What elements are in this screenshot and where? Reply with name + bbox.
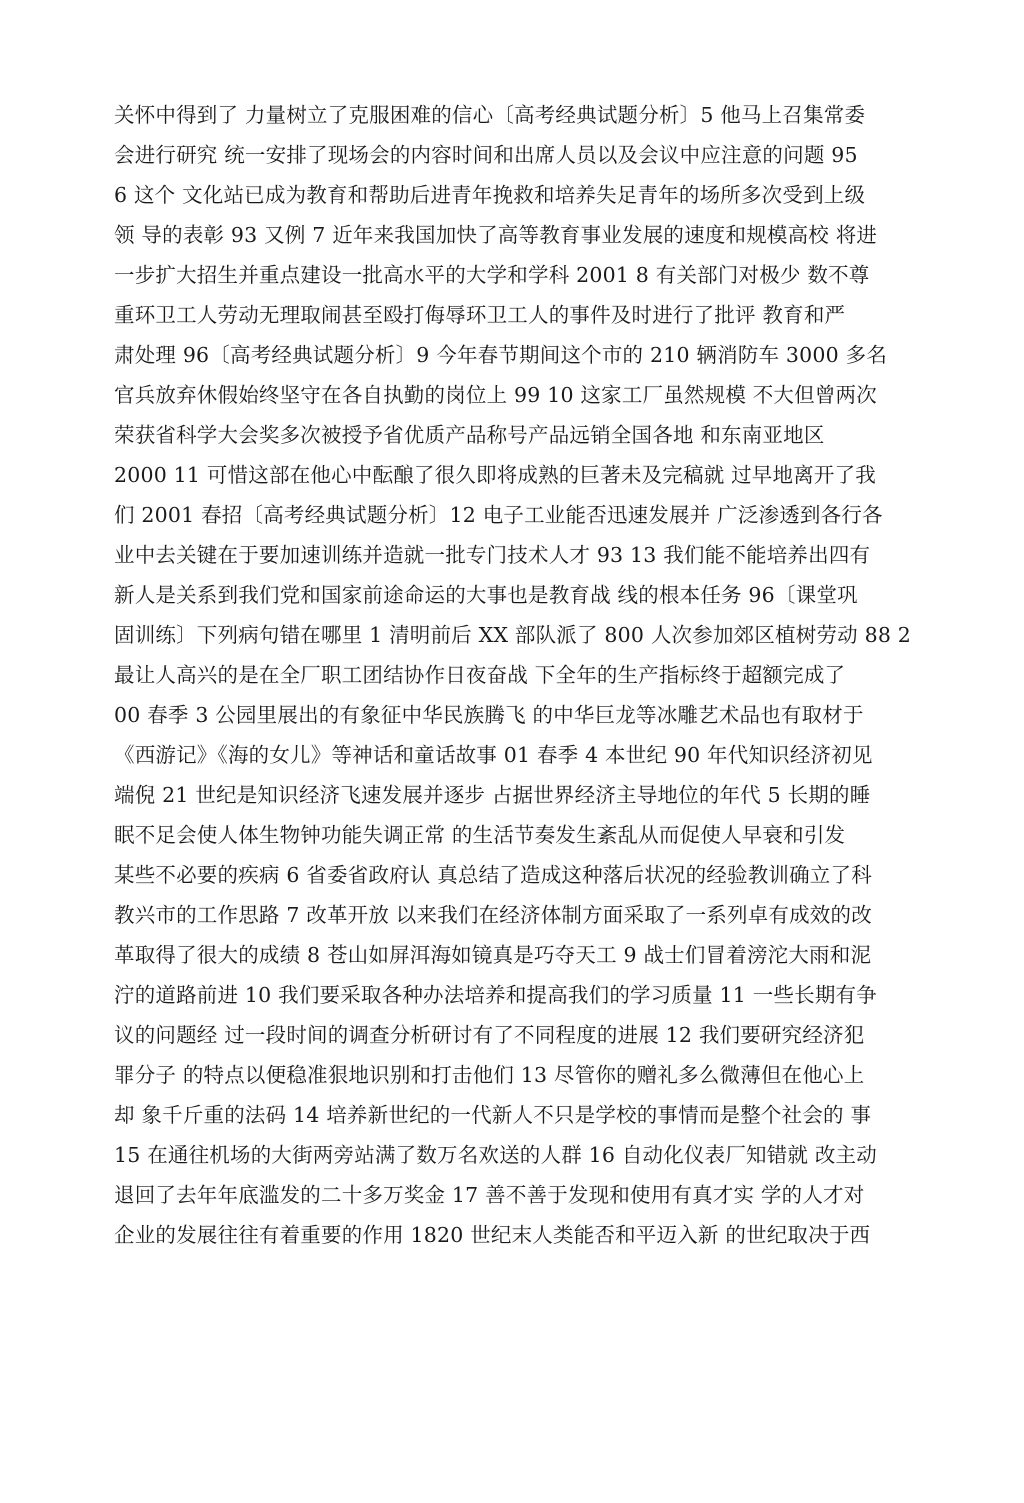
text-line: 一步扩大招生并重点建设一批高水平的大学和学科 2001 8 有关部门对极少 数不尊 — [114, 263, 870, 287]
text-line: 会进行研究 统一安排了现场会的内容时间和出席人员以及会议中应注意的问题 95 — [114, 143, 858, 167]
text-line: 议的问题经 过一段时间的调查分析研讨有了不同程度的进展 12 我们要研究经济犯 — [114, 1023, 865, 1047]
text-line: 革取得了很大的成绩 8 苍山如屏洱海如镜真是巧夺天工 9 战士们冒着滂沱大雨和泥 — [114, 943, 872, 967]
text-line: 们 2001 春招〔高考经典试题分析〕12 电子工业能否迅速发展并 广泛渗透到各行各 — [114, 503, 883, 527]
text-line: 00 春季 3 公园里展出的有象征中华民族腾飞 的中华巨龙等冰雕艺术品也有取材于 — [114, 703, 864, 727]
text-line: 企业的发展往往有着重要的作用 1820 世纪末人类能否和平迈入新 的世纪取决于西 — [114, 1223, 871, 1247]
text-line: 泞的道路前进 10 我们要采取各种办法培养和提高我们的学习质量 11 一些长期有争 — [114, 983, 877, 1007]
text-line: 某些不必要的疾病 6 省委省政府认 真总结了造成这种落后状况的经验教训确立了科 — [114, 863, 872, 887]
text-line: 6 这个 文化站已成为教育和帮助后进青年挽救和培养失足青年的场所多次受到上级 — [114, 183, 866, 207]
text-line: 却 象千斤重的法码 14 培养新世纪的一代新人不只是学校的事情而是整个社会的 事 — [114, 1103, 872, 1127]
text-line: 2000 11 可惜这部在他心中酝酿了很久即将成熟的巨著未及完稿就 过早地离开了我 — [114, 463, 877, 487]
body-text — [114, 95, 914, 1255]
text-line: 固训练〕下列病句错在哪里 1 清明前后 XX 部队派了 800 人次参加郊区植树劳动 88 2 — [114, 623, 912, 647]
text-line: 关怀中得到了 力量树立了克服困难的信心〔高考经典试题分析〕5 他马上召集常委 — [114, 103, 866, 127]
text-line: 荣获省科学大会奖多次被授予省优质产品称号产品远销全国各地 和东南亚地区 — [114, 423, 825, 447]
text-line: 教兴市的工作思路 7 改革开放 以来我们在经济体制方面采取了一系列卓有成效的改 — [114, 903, 872, 927]
text-line: 端倪 21 世纪是知识经济飞速发展并逐步 占据世界经济主导地位的年代 5 长期的睡 — [114, 783, 871, 807]
text-line: 最让人高兴的是在全厂职工团结协作日夜奋战 下全年的生产指标终于超额完成了 — [114, 663, 846, 687]
text-line: 新人是关系到我们党和国家前途命运的大事也是教育战 线的根本任务 96〔课堂巩 — [114, 583, 858, 607]
text-line: 业中去关键在于要加速训练并造就一批专门技术人才 93 13 我们能不能培养出四有 — [114, 543, 871, 567]
text-line: 官兵放弃休假始终坚守在各自执勤的岗位上 99 10 这家工厂虽然规模 不大但曾两次 — [114, 383, 877, 407]
text-line: 重环卫工人劳动无理取闹甚至殴打侮辱环卫工人的事件及时进行了批评 教育和严 — [114, 303, 846, 327]
text-line: 领 导的表彰 93 又例 7 近年来我国加快了高等教育事业发展的速度和规模高校 将进 — [114, 223, 878, 247]
text-line: 退回了去年年底滥发的二十多万奖金 17 善不善于发现和使用有真才实 学的人才对 — [114, 1183, 865, 1207]
text-line: 《西游记》《海的女儿》等神话和童话故事 01 春季 4 本世纪 90 年代知识经济初见 — [114, 743, 873, 767]
text-line: 15 在通往机场的大街两旁站满了数万名欢送的人群 16 自动化仪表厂知错就 改主动 — [114, 1143, 877, 1167]
text-line: 眠不足会使人体生物钟功能失调正常 的生活节奏发生紊乱从而促使人早衰和引发 — [114, 823, 846, 847]
text-line: 罪分子 的特点以便稳准狠地识别和打击他们 13 尽管你的赠礼多么微薄但在他心上 — [114, 1063, 865, 1087]
text-line: 肃处理 96〔高考经典试题分析〕9 今年春节期间这个市的 210 辆消防车 3000 多名 — [114, 343, 888, 367]
